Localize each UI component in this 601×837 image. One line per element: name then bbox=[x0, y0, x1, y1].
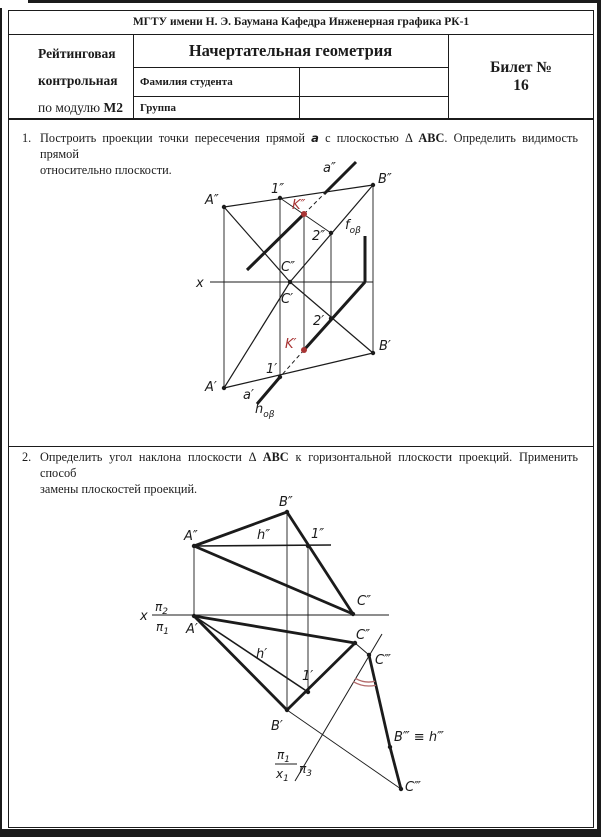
d1-label-A2: A″ bbox=[205, 193, 219, 208]
d1-label-f-trace: $f_{o\beta}$ bbox=[345, 218, 361, 236]
p1-line-a-symbol: a bbox=[311, 131, 319, 145]
d2-edge-A2B2 bbox=[194, 512, 287, 546]
p1-abc-bold: АВС bbox=[418, 131, 445, 145]
ticket-label: Билет № bbox=[490, 58, 552, 76]
drawing2-labels bbox=[139, 495, 444, 795]
d1-label-2-1: 2′ bbox=[313, 314, 325, 329]
p1-text-line2: относительно плоскости. bbox=[40, 162, 172, 177]
p2-abc-bold: АВС bbox=[262, 450, 289, 464]
p2-text: Определить угол наклона плоскости Δ bbox=[40, 450, 263, 464]
p1-text: с плоскостью Δ bbox=[318, 131, 419, 145]
p1-text: . Определить видимость прямой bbox=[40, 131, 578, 161]
d1-label-a1: a′ bbox=[243, 388, 254, 403]
institute-title: МГТУ имени Н. Э. Баумана Кафедра Инженерная графика РК-1 bbox=[132, 16, 470, 28]
d2-label-C3-near: C‴ bbox=[375, 653, 391, 668]
subject-title: Начертательная геометрия bbox=[188, 41, 393, 60]
d2-point-A2 bbox=[192, 544, 196, 548]
d2-label-C3-bottom: C‴ bbox=[405, 780, 421, 795]
d1-label-1-1: 1′ bbox=[266, 362, 278, 377]
d2-label-1-1: 1′ bbox=[302, 669, 314, 684]
p2-text: к горизонтальной плоскости проекций. Применить способ bbox=[40, 450, 578, 480]
left-line-1: Рейтинговая bbox=[38, 46, 116, 61]
d2-label-B2: B″ bbox=[279, 495, 293, 510]
d2-point-C3-bottom bbox=[399, 787, 403, 791]
d1-label-A1: A′ bbox=[205, 380, 217, 395]
d1-label-C2: C″ bbox=[281, 260, 295, 275]
d2-point-C3-near bbox=[367, 653, 371, 657]
d2-label-x: x bbox=[140, 609, 148, 624]
d2-label-h1: h′ bbox=[256, 647, 268, 662]
d2-label-A1: A′ bbox=[186, 622, 198, 637]
module-code: М2 bbox=[103, 100, 123, 115]
drawing2-arcs bbox=[353, 678, 376, 686]
d2-edge-A2C2 bbox=[194, 546, 353, 614]
d1-label-a2: a″ bbox=[323, 161, 336, 176]
d2-point-B3 bbox=[388, 745, 392, 749]
d1-label-B2: B″ bbox=[378, 172, 392, 187]
d2-point-C2-axis bbox=[351, 612, 355, 616]
p2-text-line2: замены плоскостей проекций. bbox=[40, 481, 198, 496]
d2-connector-C bbox=[355, 643, 369, 655]
d2-point-1-2 bbox=[306, 544, 310, 548]
d1-label-K1: K′ bbox=[285, 337, 297, 352]
p1-text: Построить проекции точки пересечения прямой bbox=[40, 131, 312, 145]
problem2-number: 2. bbox=[22, 450, 32, 464]
d1-label-C1: C′ bbox=[281, 292, 294, 307]
d2-label-C-low: C″ bbox=[356, 628, 370, 643]
d2-edge-view-C3-B3 bbox=[369, 655, 390, 747]
d2-point-B2 bbox=[285, 510, 289, 514]
d2-label-pi1-new: $\pi_1$ bbox=[277, 748, 290, 765]
d2-label-pi3: $\pi_3$ bbox=[299, 762, 312, 779]
d2-label-h2: h″ bbox=[257, 528, 271, 543]
d1-label-h-trace: $h_{o\beta}$ bbox=[255, 402, 275, 420]
d2-label-C2: C″ bbox=[357, 594, 371, 609]
d2-label-B1: B′ bbox=[271, 719, 283, 734]
d1-label-x: x bbox=[196, 276, 204, 291]
d2-label-A2: A″ bbox=[184, 529, 198, 544]
d1-label-2-2: 2″ bbox=[312, 229, 326, 244]
d2-label-pi2: $\pi_2$ bbox=[155, 600, 168, 617]
d2-angle-arc-inner bbox=[355, 678, 375, 682]
d2-label-x1: $x_1$ bbox=[276, 767, 289, 784]
problem1-number: 1. bbox=[22, 131, 32, 145]
d2-point-1-1 bbox=[306, 690, 310, 694]
surname-label: Фамилия студента bbox=[140, 76, 233, 88]
d2-edge-B1C1 bbox=[287, 643, 355, 710]
d1-label-1-2: 1″ bbox=[271, 182, 285, 197]
d2-point-A1 bbox=[192, 614, 196, 618]
d2-point-B1 bbox=[285, 708, 289, 712]
d2-label-pi1: $\pi_1$ bbox=[156, 620, 169, 637]
drawing2-dots bbox=[192, 510, 403, 791]
d2-label-1-2: 1″ bbox=[311, 527, 325, 542]
group-label: Группа bbox=[140, 102, 176, 114]
module-prefix: по модулю bbox=[38, 100, 104, 115]
left-line-2: контрольная bbox=[38, 73, 118, 88]
d1-label-B1: B′ bbox=[379, 339, 391, 354]
d2-h1-line bbox=[194, 616, 308, 692]
d2-label-B3-h3: B‴ ≡ h‴ bbox=[394, 730, 444, 745]
d1-label-K2: K″ bbox=[292, 198, 306, 213]
ticket-number: 16 bbox=[513, 76, 529, 94]
